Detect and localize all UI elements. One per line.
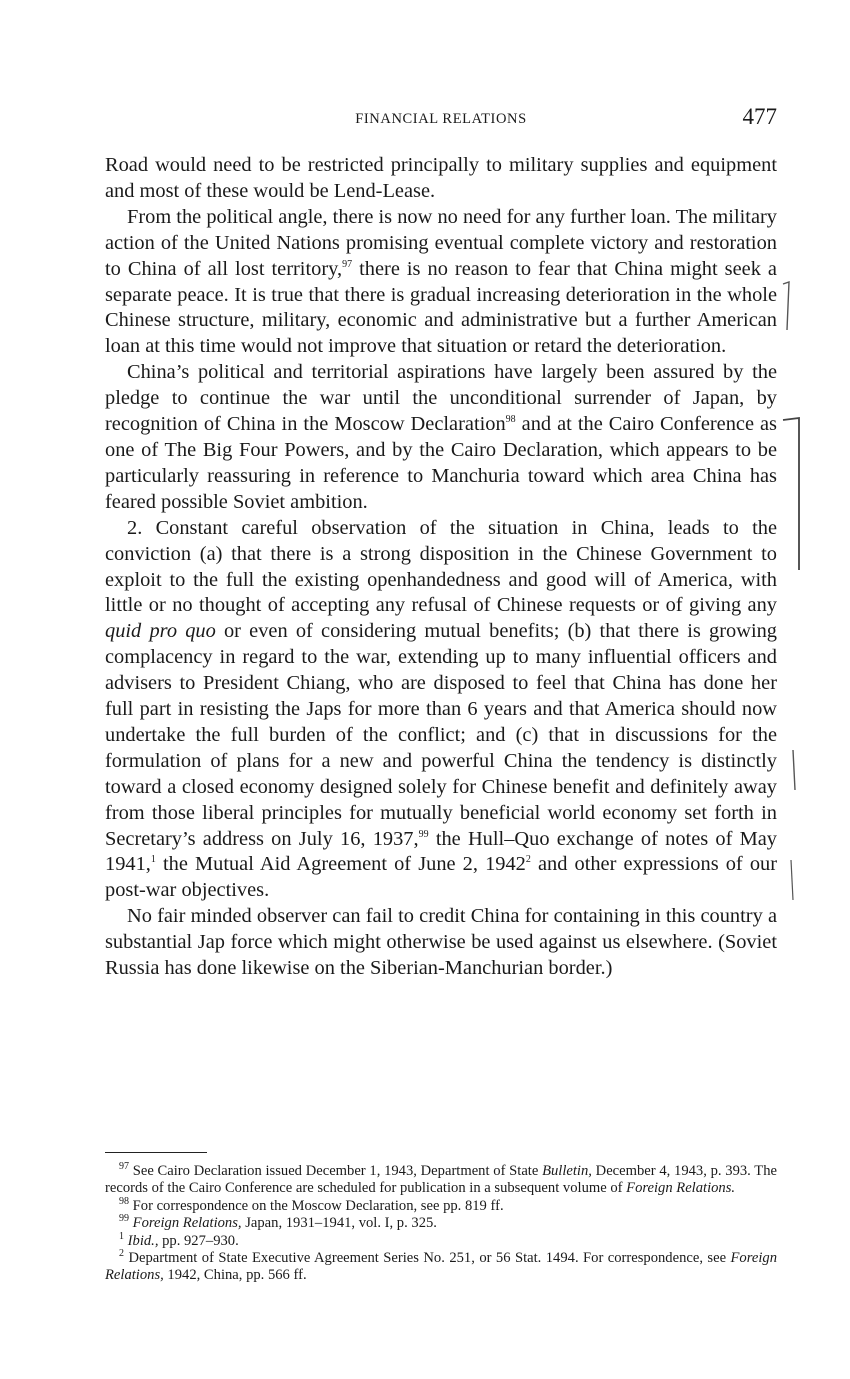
paragraph-4-part-c: the Hull–Quo exchange of notes of May 1941, [105, 827, 777, 876]
footnote-text: See Cairo Declaration issued December 1, 1943, Department of State [132, 1163, 543, 1179]
footnote-2 [105, 1250, 777, 1285]
footnotes [105, 1163, 777, 1285]
paragraph-4-italic: quid pro quo [105, 620, 216, 643]
paragraph-3 [105, 360, 777, 515]
footnote-mark: 97 [119, 1161, 129, 1173]
paragraph-4 [105, 516, 777, 905]
paragraph-1: Road would need to be restricted principally to military supplies and equipment and most of these would be Lend-Lease. [105, 154, 777, 202]
paragraph-5: No fair minded observer can fail to credit China for containing in this country a substantial Jap force which might otherwise be used against us elsewhere. (Soviet Russia has done likewise on the Siberian-Manchurian border.) [105, 905, 777, 980]
footnote-mark: 98 [119, 1195, 129, 1207]
footnote-97 [105, 1163, 777, 1198]
footnote-mark: 1 [119, 1230, 124, 1242]
footnote-99 [105, 1215, 777, 1232]
margin-bracket-4 [791, 860, 793, 900]
paragraph-3-part-a: China’s political and territorial aspirations have largely been assured by the pledge to continue the war until the unconditional surrender of Japan, by recognition of China in the Moscow Declaration [105, 361, 777, 436]
footnote-ref-1: 1 [150, 854, 156, 866]
paragraph-4-part-e: and other expressions of our post-war objectives. [105, 853, 778, 902]
footnote-text: For correspondence on the Moscow Declaration, see pp. 819 ff. [132, 1197, 504, 1214]
paragraph-2-part-b: there is no reason to fear that China might seek a separate peace. It is true that there is gradual increasing deterioration in the whole Chinese structure, military, economic and administrative but a further American loan at this time would not improve that situation or retard the deterioration. [105, 257, 777, 358]
paragraph-4-part-d: the Mutual Aid Agreement of June 2, 1942 [155, 853, 526, 876]
paragraph-4-part-a: 2. Constant careful observation of the situation in China, leads to the conviction (a) that there is a strong disposition in the Chinese Government to exploit to the full the existing openhandedness and good will of America, with little or no thought of accepting any refusal of Chinese requests or of giving any [105, 516, 777, 617]
footnote-mark: 99 [119, 1213, 129, 1225]
footnote-citation: Foreign Relations, [132, 1215, 242, 1232]
footnote-citation: Bulletin, [542, 1163, 592, 1179]
footnote-ref-2: 2 [525, 854, 531, 866]
footnote-ref-97: 97 [342, 258, 353, 270]
body-text [105, 153, 777, 982]
footnote-ref-98: 98 [505, 414, 516, 426]
footnote-1 [105, 1230, 777, 1250]
running-header [105, 104, 777, 136]
footnote-text: Department of State Executive Agreement Series No. 251, or 56 Stat. 1494. For correspondence, see [128, 1250, 731, 1267]
paragraph-2 [105, 205, 777, 360]
footnote-mark: 2 [119, 1248, 124, 1260]
paragraph-3-part-b: and at the Cairo Conference as one of The Big Four Powers, and by the Cairo Declaration, which appears to be particularly reassuring in reference to Manchuria toward which area China has feared possible Soviet ambition. [105, 413, 777, 513]
paragraph-4-part-b: or even of considering mutual benefits; (b) that there is growing complacency in regard to the war, extending up to many influential officers and advisers to President Chiang, who are disposed to feel that China has done her full part in resisting the Japs for more than 6 years and that America should now undertake the full burden of the conflict; and (c) that in discussions for the formulation of plans for a new and powerful China the tendency is distinctly toward a closed economy designed solely for Chinese benefit and definitely away from those liberal principles for mutually beneficial world economy set forth in Secretary’s address on July 16, 1937, [105, 620, 777, 850]
footnote-text: Japan, 1931–1941, vol. I, p. 325. [241, 1215, 437, 1232]
margin-bracket-2 [783, 418, 799, 570]
footnote-text: pp. 927–930. [158, 1232, 239, 1249]
footnote-citation: Foreign Relations. [626, 1180, 736, 1197]
footnote-text: December 4, 1943, p. 393. The records of the Cairo Conference are scheduled for publication in a subsequent volume of [105, 1163, 777, 1197]
page-number: 477 [742, 104, 777, 129]
margin-annotation-marks [775, 270, 815, 970]
footnote-rule [105, 1152, 207, 1153]
footnote-text: 1942, China, pp. 566 ff. [163, 1267, 307, 1284]
paragraph-2-part-a: From the political angle, there is now no need for any further loan. The military action of the United Nations promising eventual complete victory and restoration to China of all lost territory, [105, 205, 777, 280]
margin-bracket-1 [783, 282, 789, 330]
running-title: FINANCIAL RELATIONS [355, 111, 527, 127]
footnote-98 [105, 1195, 777, 1215]
margin-bracket-3 [793, 750, 795, 790]
footnote-citation: Foreign Relations, [105, 1250, 777, 1284]
footnote-citation: Ibid., [127, 1232, 159, 1249]
footnote-ref-99: 99 [418, 828, 429, 840]
